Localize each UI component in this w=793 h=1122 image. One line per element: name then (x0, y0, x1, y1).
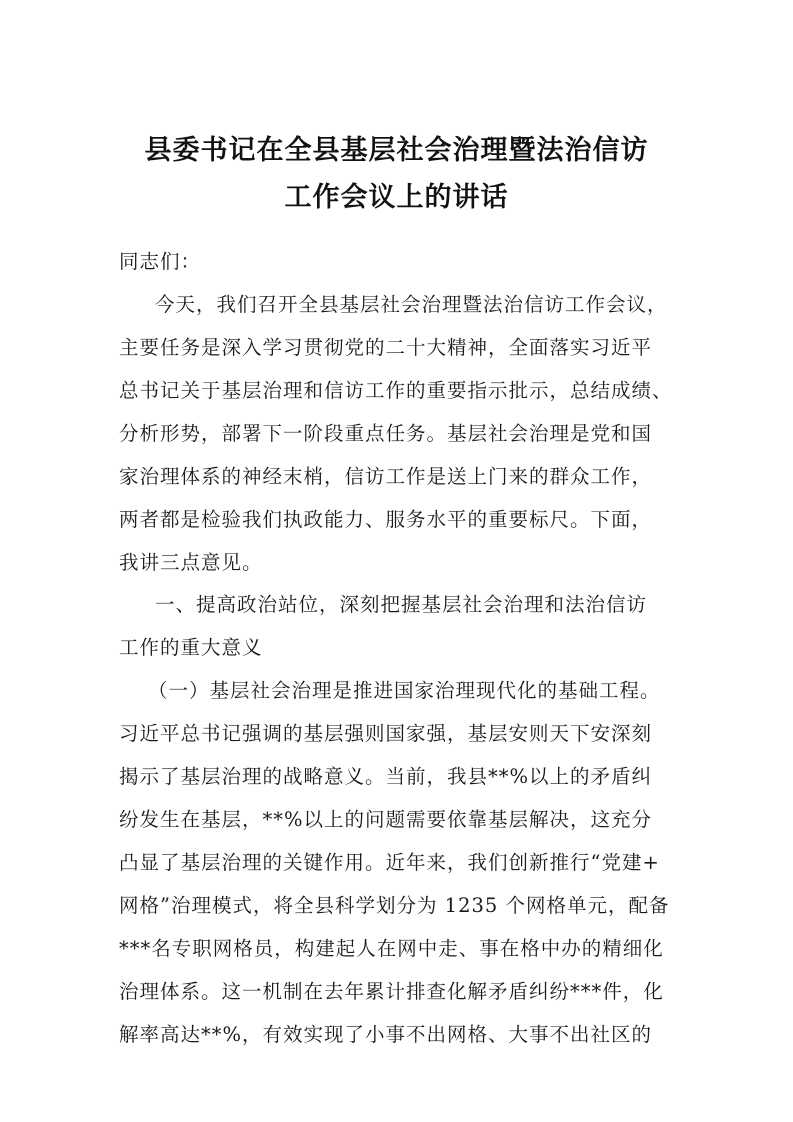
salutation: 同志们： (119, 250, 202, 273)
document-title-line-2: 工作会议上的讲话 (284, 182, 509, 213)
section-heading: 一、提高政治站位，深刻把握基层社会治理和法治信访 (155, 593, 648, 616)
body-line: 治理体系。这一机制在去年累计排查化解矛盾纠纷***件，化 (119, 980, 664, 1003)
body-line: 今天，我们召开全县基层社会治理暨法治信访工作会议， (155, 293, 668, 316)
body-line: 揭示了基层治理的战略意义。当前，我县**%以上的矛盾纠 (119, 765, 653, 788)
subsection-heading: （一）基层社会治理是推进国家治理现代化的基础工程。 (148, 679, 661, 702)
body-line: 总书记关于基层治理和信访工作的重要指示批示，总结成绩、 (119, 379, 673, 402)
body-line: 主要任务是深入学习贯彻党的二十大精神，全面落实习近平 (119, 336, 653, 359)
body-line: 分析形势，部署下一阶段重点任务。基层社会治理是党和国 (119, 422, 653, 445)
body-line: ***名专职网格员，构建起人在网中走、事在格中办的精细化 (119, 937, 664, 960)
body-line: 凸显了基层治理的关键作用。近年来，我们创新推行“党建+ (119, 851, 660, 874)
body-line: 网格”治理模式，将全县科学划分为 1235 个网格单元，配备 (119, 894, 670, 917)
body-line: 解率高达**%，有效实现了小事不出网格、大事不出社区的 (119, 1023, 653, 1046)
document-title-line-1: 县委书记在全县基层社会治理暨法治信访 (144, 135, 649, 166)
body-line: 习近平总书记强调的基层强则国家强，基层安则天下安深刻 (119, 722, 653, 745)
body-line: 我讲三点意见。 (119, 551, 263, 574)
body-line: 两者都是检验我们执政能力、服务水平的重要标尺。下面， (119, 508, 653, 531)
body-line: 纷发生在基层，**%以上的问题需要依靠基层解决，这充分 (119, 808, 653, 831)
body-line: 家治理体系的神经末梢，信访工作是送上门来的群众工作， (119, 465, 653, 488)
section-heading: 工作的重大意义 (119, 636, 263, 659)
